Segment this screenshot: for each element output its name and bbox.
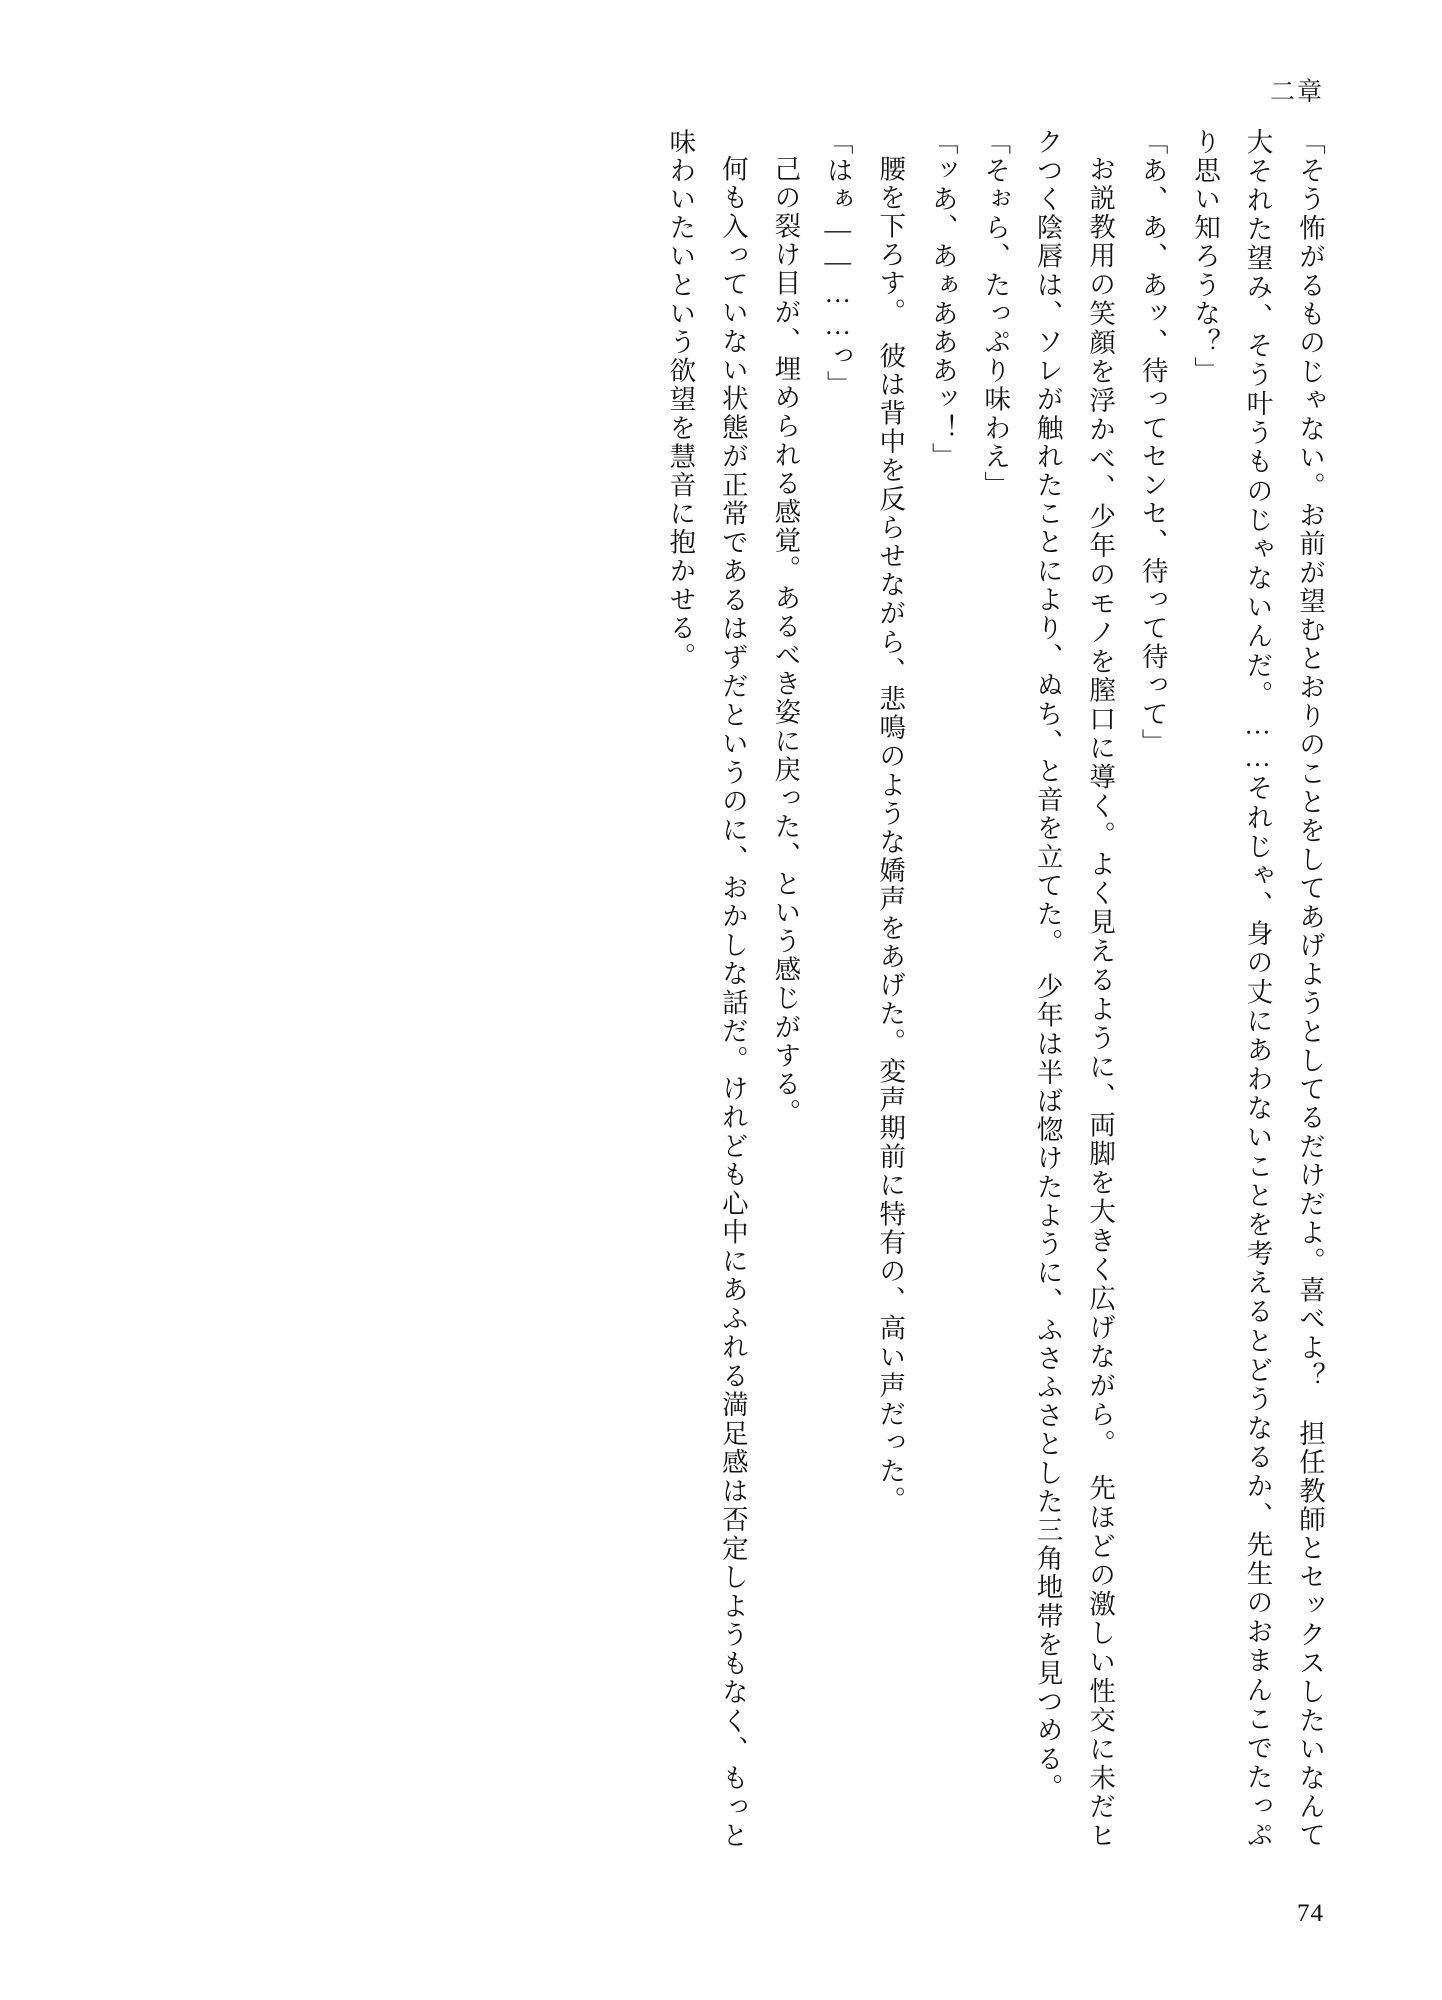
paragraph: 「そぉら、たっぷり味わえ」 bbox=[980, 128, 1011, 500]
paragraph: 腰を下ろす。 彼は背中を反らせながら、悲鳴のような嬌声をあげた。変声期前に特有の、高い声だった。 bbox=[875, 154, 906, 1515]
paragraph: 「あ、あ、あッ、待ってセンセ、待って待って」 bbox=[1137, 128, 1168, 758]
paragraph: 「そう怖がるものじゃない。お前が望むとおりのことをしてあげようとしてるだけだよ。喜べよ？ 担任教師とセックスしたいなんて大それた望み、そう叶うものじゃないんだ。……それじゃ、身の丈にあわないことを考えるとどうなるか、先生のおまんこでたっぷり思い知ろうな？」 bbox=[1190, 128, 1325, 1850]
chapter-header: 二章 bbox=[1269, 79, 1324, 106]
paragraph: 「はぁ——……っ」 bbox=[822, 128, 853, 400]
paragraph: 己の裂け目が、埋められる感覚。あるべき姿に戻った、という感じがする。 bbox=[770, 154, 801, 1127]
paragraph: 「ッあ、あぁあああッ！」 bbox=[927, 128, 958, 472]
page-number: 74 bbox=[1297, 1900, 1324, 1927]
page-body-text bbox=[200, 128, 1336, 1850]
paragraph: お説教用の笑顔を浮かべ、少年のモノを膣口に導く。よく見えるように、両脚を大きく広げながら。 先ほどの激しい性交に未だヒクつく陰唇は、ソレが触れたことにより、ぬち、と音を立てた。 少年は半ば惚けたように、ふさふさとした三角地帯を見つめる。 bbox=[1032, 128, 1116, 1850]
paragraph: 何も入っていない状態が正常であるはずだというのに、おかしな話だ。けれども心中にあふれる満足感は否定しようもなく、もっと味わいたいという欲望を慧音に抱かせる。 bbox=[665, 128, 748, 1850]
